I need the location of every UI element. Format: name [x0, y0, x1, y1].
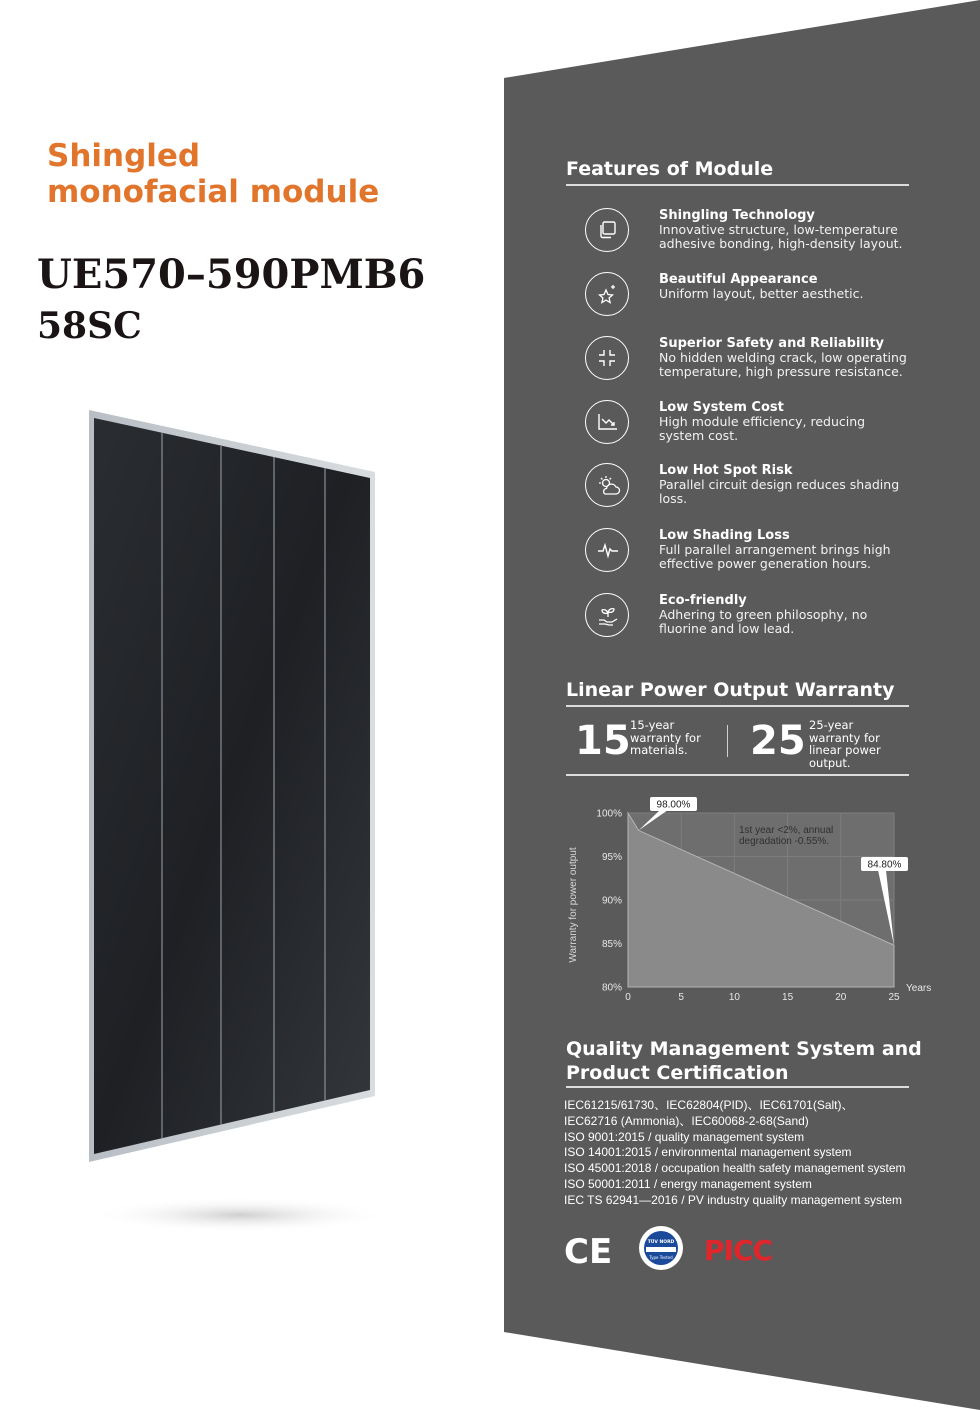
- warranty-chart: [564, 795, 944, 1014]
- cert-line: ISO 9001:2015 / quality management system: [564, 1129, 805, 1144]
- feature-desc: Parallel circuit design reduces shading: [659, 477, 900, 492]
- features-title: Features of Module: [566, 158, 774, 180]
- callout-98-text: 98.00%: [656, 799, 691, 811]
- sparkle-star-icon: [585, 272, 629, 316]
- certification-title-line-1: Quality Management System and: [566, 1038, 922, 1060]
- x-tick-label: 15: [782, 992, 794, 1003]
- warranty-separator: [727, 725, 728, 757]
- cert-line: ISO 14001:2015 / environmental management system: [564, 1145, 852, 1160]
- warranty-power-line: output.: [809, 755, 851, 770]
- feature-desc: system cost.: [659, 428, 739, 443]
- warranty-power-line: linear power: [809, 743, 881, 757]
- cert-line: IEC62716 (Ammonia)、IEC60068-2-68(Sand): [564, 1113, 809, 1128]
- feature-desc: Full parallel arrangement brings high: [659, 542, 891, 557]
- feature-item: [585, 463, 915, 513]
- feature-desc: fluorine and low lead.: [659, 621, 795, 636]
- warranty-materials-years: 15: [575, 718, 631, 764]
- y-tick-label: 100%: [596, 808, 622, 820]
- shrink-arrows-icon: [585, 336, 629, 380]
- y-tick-label: 90%: [601, 895, 622, 907]
- x-tick-label: 25: [888, 992, 900, 1003]
- feature-title: Superior Safety and Reliability: [659, 336, 885, 351]
- pulse-wave-icon: [585, 528, 629, 572]
- feature-desc: temperature, high pressure resistance.: [659, 364, 903, 379]
- certification-list: [564, 1098, 924, 1209]
- feature-desc: loss.: [659, 491, 688, 506]
- callout-848-text: 84.80%: [867, 859, 902, 871]
- cert-line: ISO 45001:2018 / occupation health safety management system: [564, 1161, 906, 1176]
- sun-cloud-icon: [585, 463, 629, 507]
- warranty-materials-text: [630, 719, 725, 757]
- model-number: [37, 252, 477, 348]
- ce-mark-text: CE: [564, 1232, 613, 1272]
- feature-item: [585, 528, 915, 578]
- warranty-power-line: 25-year: [809, 718, 854, 732]
- model-line-1: UE570–590PMB6: [37, 251, 426, 298]
- tuv-nord-logo: [639, 1226, 683, 1270]
- warranty-power-text: [809, 719, 904, 769]
- x-tick-label: 5: [678, 992, 684, 1003]
- warranty-power-years: 25: [750, 718, 806, 764]
- certification-title: [566, 1037, 922, 1085]
- product-kicker: [47, 138, 447, 210]
- feature-title: Beautiful Appearance: [659, 272, 818, 287]
- feature-title: Low Shading Loss: [659, 528, 790, 543]
- x-tick-label: 10: [728, 992, 740, 1003]
- certification-logos: [564, 1225, 804, 1273]
- cert-line: IEC61215/61730、IEC62804(PID)、IEC61701(Salt)、: [564, 1098, 854, 1112]
- y-tick-label: 95%: [601, 852, 622, 863]
- feature-desc: adhesive bonding, high-density layout.: [659, 236, 903, 251]
- solar-panel-image: [80, 400, 400, 1240]
- feature-desc: effective power generation hours.: [659, 556, 871, 571]
- model-line-2: 58SC: [37, 305, 142, 347]
- feature-item: [585, 593, 915, 643]
- warranty-materials-line: 15-year: [630, 718, 675, 732]
- feature-item: [585, 208, 915, 258]
- feature-desc: No hidden welding crack, low operating: [659, 350, 907, 365]
- feature-desc: Adhering to green philosophy, no: [659, 607, 868, 622]
- warranty-materials-line: materials.: [630, 743, 688, 757]
- feature-item: [585, 272, 915, 322]
- feature-title: Eco-friendly: [659, 593, 747, 608]
- tuv-nord-text: TÜV NORD: [647, 1240, 675, 1245]
- feature-desc: Uniform layout, better aesthetic.: [659, 286, 864, 301]
- feature-title: Shingling Technology: [659, 208, 815, 223]
- certification-title-line-2: Product Certification: [566, 1062, 789, 1084]
- y-tick-label: 80%: [601, 982, 622, 994]
- warranty-materials-line: warranty for: [630, 730, 701, 745]
- picc-text: PICC: [704, 1234, 773, 1267]
- features-divider: [566, 184, 909, 186]
- sprout-hand-icon: [585, 593, 629, 637]
- tuv-type-tested-text: Type Tested: [649, 1255, 673, 1260]
- cost-down-chart-icon: [585, 400, 629, 444]
- feature-desc: High module efficiency, reducing: [659, 414, 866, 429]
- cert-line: ISO 50001:2011 / energy management system: [564, 1176, 812, 1191]
- y-axis-label: Warranty for power output: [568, 847, 579, 963]
- x-tick-label: 0: [625, 992, 631, 1003]
- warranty-divider-top: [566, 705, 909, 707]
- warranty-title: Linear Power Output Warranty: [566, 679, 895, 701]
- warranty-divider-bottom: [566, 774, 909, 776]
- feature-desc: Innovative structure, low-temperature: [659, 222, 898, 237]
- ce-mark-logo: [564, 1232, 612, 1272]
- warranty-chart-svg: [564, 795, 944, 1010]
- picc-logo: [704, 1234, 772, 1267]
- kicker-line-1: Shingled: [47, 138, 201, 174]
- degradation-note-2: degradation -0.55%.: [739, 836, 830, 847]
- degradation-note-1: 1st year <2%, annual: [739, 825, 834, 836]
- x-axis-label: Years: [906, 983, 932, 994]
- certification-divider: [566, 1086, 909, 1088]
- cert-line: IEC TS 62941—2016 / PV industry quality management system: [564, 1192, 902, 1207]
- feature-title: Low System Cost: [659, 400, 784, 415]
- feature-item: [585, 336, 915, 386]
- feature-item: [585, 400, 915, 450]
- x-tick-label: 20: [835, 992, 847, 1003]
- kicker-line-2: monofacial module: [47, 174, 380, 210]
- y-tick-label: 85%: [601, 939, 622, 950]
- feature-title: Low Hot Spot Risk: [659, 463, 793, 478]
- layers-icon: [585, 208, 629, 252]
- warranty-power-line: warranty for: [809, 730, 880, 745]
